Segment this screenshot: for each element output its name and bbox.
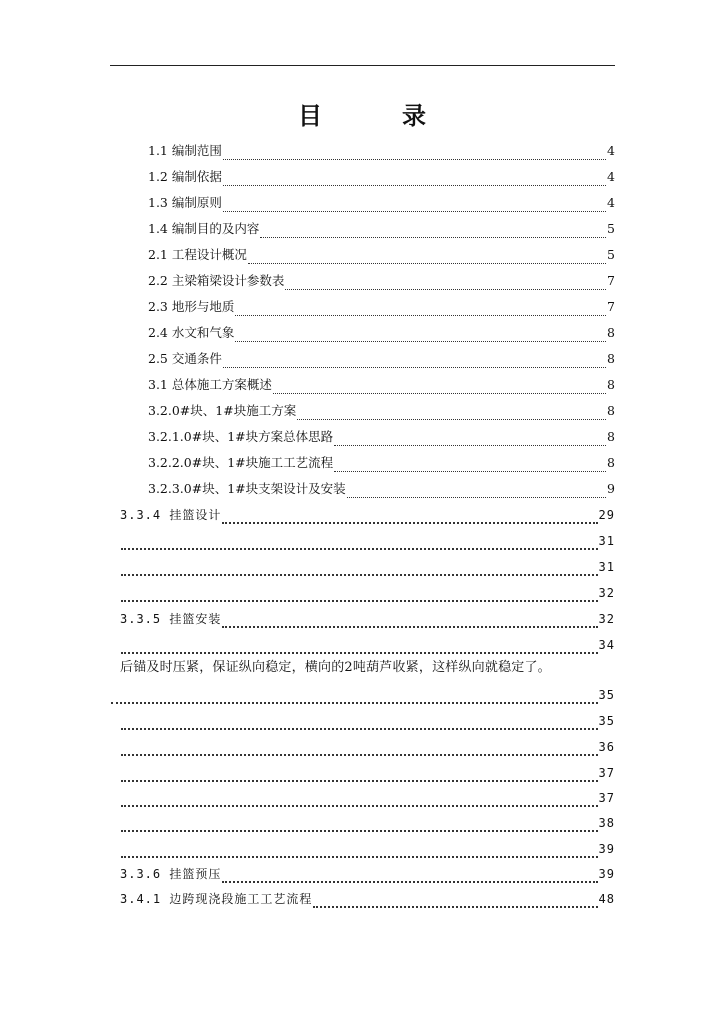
toc-entry-label: 3.3.5 挂篮安装 (120, 612, 222, 626)
toc-entry[interactable] (148, 194, 615, 212)
toc-entry[interactable] (120, 558, 615, 576)
toc-entry-page: 8 (607, 351, 615, 366)
toc-entry[interactable] (148, 454, 615, 472)
toc-entry-page: 7 (607, 273, 615, 288)
toc-entry-page: 48 (598, 892, 615, 906)
toc-leader (222, 613, 597, 628)
toc-entry[interactable] (120, 814, 615, 832)
toc-entry-label: 3.3.6 挂篮预压 (120, 867, 222, 881)
toc-entry-label: 2.4 水文和气象 (148, 325, 235, 340)
toc-leader (334, 432, 606, 446)
toc-entry-page: 34 (598, 638, 615, 652)
toc-entry-page: 8 (607, 377, 615, 392)
toc-leader (223, 146, 606, 160)
toc-leader (121, 741, 598, 756)
toc-entry-page: 29 (598, 508, 615, 522)
toc-entry-page: 32 (598, 612, 615, 626)
toc-entry-label: 3.1 总体施工方案概述 (148, 377, 272, 392)
toc-leader (347, 484, 606, 498)
toc-entry[interactable] (120, 789, 615, 807)
toc-leader (223, 172, 606, 186)
toc-leader (222, 868, 597, 883)
toc-entry-label: 3.2.3.0#块、1#块支架设计及安装 (148, 481, 346, 496)
toc-entry-page: 8 (607, 403, 615, 418)
toc-leader (285, 276, 606, 290)
toc-entry-page: 36 (598, 740, 615, 754)
toc-entry-page: 35 (598, 688, 615, 702)
toc-entry-page: 35 (598, 714, 615, 728)
toc-entry[interactable] (120, 712, 615, 730)
toc-entry[interactable] (110, 686, 615, 704)
toc-entry[interactable] (120, 840, 615, 858)
toc-leader (313, 893, 597, 908)
toc-entry-label: 3.2.2.0#块、1#块施工工艺流程 (148, 455, 334, 470)
toc-entry[interactable] (120, 636, 615, 654)
toc-entry[interactable] (148, 428, 615, 446)
toc-leader (297, 406, 606, 420)
toc-leader (121, 535, 598, 550)
toc-leader (273, 380, 606, 394)
toc-entry[interactable] (148, 298, 615, 316)
toc-entry[interactable] (148, 480, 615, 498)
toc-leader (121, 639, 598, 654)
toc-entry-page: 4 (607, 195, 615, 210)
body-text-line: 后锚及时压紧，保证纵向稳定，横向的2吨葫芦收紧，这样纵向就稳定了。 (120, 660, 551, 675)
toc-entry[interactable] (120, 584, 615, 602)
toc-leader (121, 843, 598, 858)
toc-entry[interactable] (120, 890, 615, 908)
toc-leader (222, 509, 597, 524)
toc-entry-page: 31 (598, 560, 615, 574)
toc-entry[interactable] (120, 610, 615, 628)
toc-entry-page: 8 (607, 455, 615, 470)
toc-entry[interactable] (120, 506, 615, 524)
toc-entry-label: 2.5 交通条件 (148, 351, 222, 366)
toc-entry-label: 1.4 编制目的及内容 (148, 221, 260, 236)
toc-entry[interactable] (148, 324, 615, 342)
toc-entry-label: 1.3 编制原则 (148, 195, 222, 210)
toc-entry-label: 2.3 地形与地质 (148, 299, 235, 314)
toc-entry[interactable] (120, 764, 615, 782)
toc-entry-label: 1.1 编制范围 (148, 143, 222, 158)
toc-entry-page: 8 (607, 429, 615, 444)
toc-entry[interactable] (148, 168, 615, 186)
toc-leader (121, 792, 598, 807)
toc-entry-page: 4 (607, 169, 615, 184)
toc-leader (121, 715, 598, 730)
toc-entry-label: 3.2.0#块、1#块施工方案 (148, 403, 297, 418)
toc-leader (235, 302, 606, 316)
toc-entry[interactable] (148, 142, 615, 160)
toc-entry[interactable] (148, 272, 615, 290)
toc-leader (260, 224, 606, 238)
toc-entry-page: 5 (607, 221, 615, 236)
toc-leader (223, 354, 606, 368)
toc-entry-page: 4 (607, 143, 615, 158)
toc-entry-page: 9 (607, 481, 615, 496)
toc-entry[interactable] (148, 220, 615, 238)
toc-entry[interactable] (148, 350, 615, 368)
toc-entry-page: 5 (607, 247, 615, 262)
toc-entry-label: 2.1 工程设计概况 (148, 247, 247, 262)
toc-entry-label: 3.2.1.0#块、1#块方案总体思路 (148, 429, 334, 444)
toc-leader (121, 767, 598, 782)
toc-leader (121, 561, 598, 576)
toc-entry-label: 1.2 编制依据 (148, 169, 222, 184)
toc-entry[interactable] (120, 738, 615, 756)
toc-leader (121, 817, 598, 832)
toc-leader (248, 250, 606, 264)
toc-entry-page: 37 (598, 791, 615, 805)
toc-entry-page: 37 (598, 766, 615, 780)
toc-entry-page: 38 (598, 816, 615, 830)
toc-entry[interactable] (120, 865, 615, 883)
toc-entry-page: 39 (598, 842, 615, 856)
toc-entry-page: 8 (607, 325, 615, 340)
toc-entry-label: 3.3.4 挂篮设计 (120, 508, 222, 522)
toc-entry-page: 39 (598, 867, 615, 881)
toc-entry-label: 2.2 主梁箱梁设计参数表 (148, 273, 285, 288)
toc-entry-page: 7 (607, 299, 615, 314)
toc-leader (334, 458, 606, 472)
toc-leader (223, 198, 606, 212)
toc-leader (111, 689, 598, 704)
toc-entry[interactable] (120, 532, 615, 550)
toc-entry[interactable] (148, 376, 615, 394)
toc-leader (121, 587, 598, 602)
toc-entry-label: 3.4.1 边跨现浇段施工工艺流程 (120, 892, 313, 906)
toc-entry[interactable] (148, 402, 615, 420)
toc-entry-page: 31 (598, 534, 615, 548)
toc-leader (235, 328, 606, 342)
toc-entry-page: 32 (598, 586, 615, 600)
toc-entry[interactable] (148, 246, 615, 264)
page-title: 目 录 (298, 102, 454, 130)
